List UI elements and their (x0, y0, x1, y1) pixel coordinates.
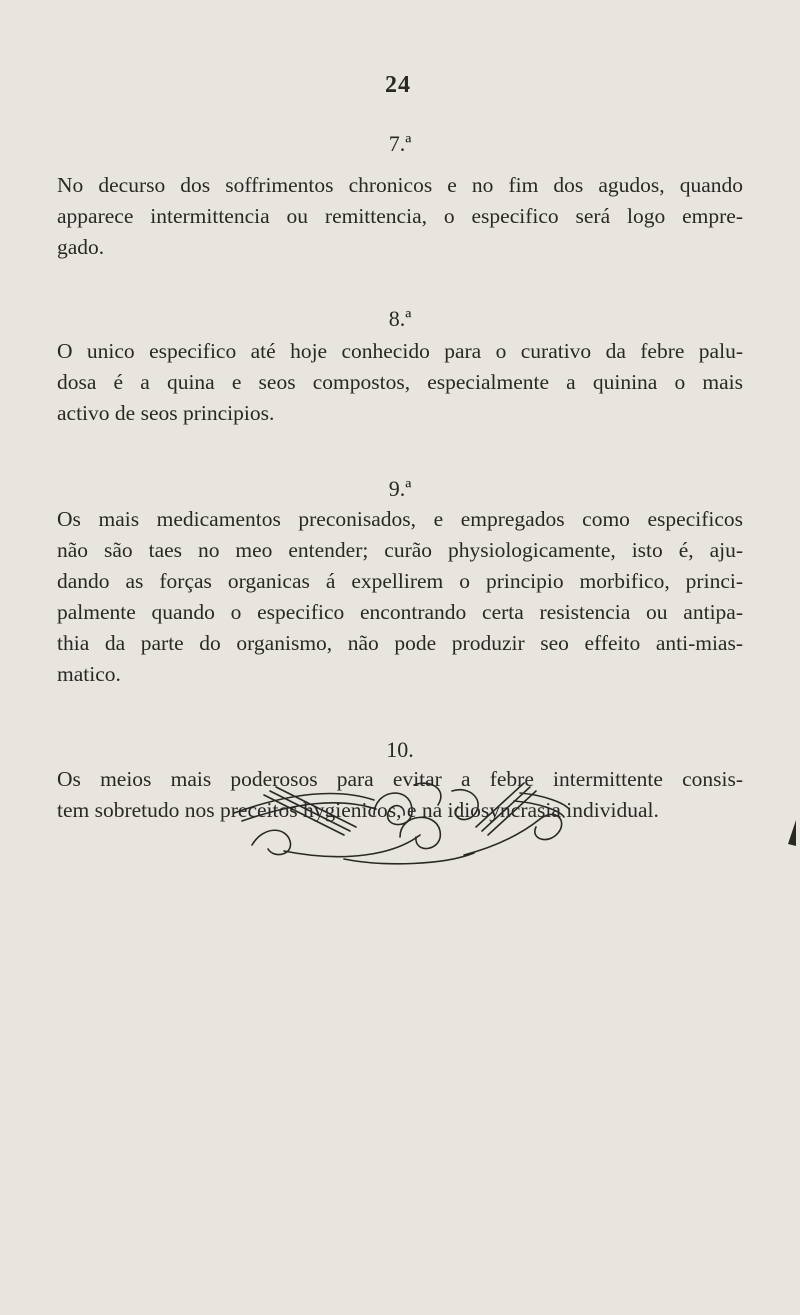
page-edge-mark-icon (788, 820, 798, 846)
paragraph-line: Os meios mais poderosos para evitar a febre intermittente consis- (57, 767, 743, 791)
section-heading-9: 9.ª (388, 476, 412, 501)
section-heading-8: 8.ª (388, 306, 412, 331)
paragraph-line: Os mais medicamentos preconisados, e empregados como especificos (57, 507, 743, 531)
paragraph-line: dosa é a quina e seos compostos, especialmente a quinina o mais (57, 370, 743, 394)
flourish-ornament-icon (224, 755, 576, 865)
paragraph-line: dando as forças organicas á expellirem o principio morbifico, princi- (57, 569, 743, 593)
paragraph-line: não são taes no meo entender; curão physiologicamente, isto é, aju- (57, 538, 743, 562)
paragraph-line: matico. (57, 662, 121, 686)
paragraph-line: palmente quando o especifico encontrando certa resistencia ou antipa- (57, 600, 743, 624)
paragraph-line: apparece intermittencia ou remittencia, o especifico será logo empre- (57, 204, 743, 228)
paragraph-line: tem sobretudo nos preceitos hygienicos, e na idiosyncrasia individual. (57, 798, 659, 822)
paragraph-line: gado. (57, 235, 105, 259)
section-heading-10: 10. (386, 737, 414, 762)
paragraph-line: No decurso dos soffrimentos chronicos e no fim dos agudos, quando (57, 173, 743, 197)
paragraph-line: O unico especifico até hoje conhecido para o curativo da febre palu- (57, 339, 743, 363)
paragraph-line: activo de seos principios. (57, 401, 275, 425)
paragraph-9 (57, 504, 743, 690)
page-number: 24 (385, 72, 411, 98)
paragraph-8 (57, 336, 743, 429)
paragraph-line: thia da parte do organismo, não pode produzir seo effeito anti-mias- (57, 631, 743, 655)
section-heading-7: 7.ª (388, 131, 412, 156)
paragraph-7 (57, 170, 743, 263)
